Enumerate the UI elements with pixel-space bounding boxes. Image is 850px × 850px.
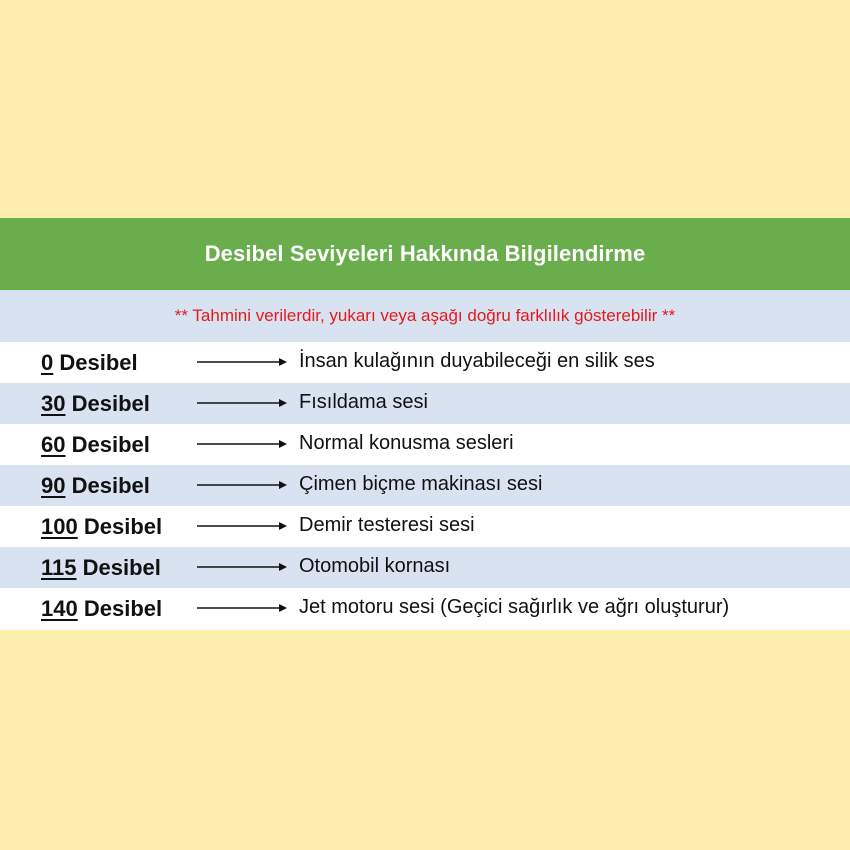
table-row (0, 465, 850, 506)
arrow-right-icon (197, 437, 287, 451)
arrow-right-icon (197, 601, 287, 615)
unit-label: Desibel (83, 514, 163, 539)
arrow-right-icon (197, 478, 287, 492)
decibel-value: 140 (41, 596, 78, 621)
disclaimer-note: ** Tahmini verilerdir, yukarı veya aşağı doğru farklılık gösterebilir ** (0, 290, 850, 342)
unit-label: Desibel (71, 473, 150, 498)
decibel-level (41, 596, 162, 622)
table-row (0, 342, 850, 383)
decibel-table (0, 342, 850, 629)
decibel-value: 90 (41, 473, 66, 498)
title-bar (0, 218, 850, 290)
decibel-description: Normal konusma sesleri (299, 432, 514, 454)
unit-label: Desibel (83, 596, 163, 621)
table-row (0, 383, 850, 424)
decibel-description: İnsan kulağının duyabileceği en silik ses (299, 350, 655, 372)
decibel-description: Otomobil kornası (299, 555, 451, 577)
decibel-value: 115 (41, 555, 77, 580)
arrow-right-icon (197, 519, 287, 533)
unit-label: Desibel (71, 432, 150, 457)
decibel-value: 60 (41, 432, 66, 457)
decibel-level (41, 350, 138, 376)
decibel-level (41, 432, 150, 458)
table-row (0, 588, 850, 629)
decibel-level (41, 514, 162, 540)
decibel-description: Çimen biçme makinası sesi (299, 473, 543, 495)
decibel-description: Jet motoru sesi (Geçici sağırlık ve ağrı oluşturur) (299, 596, 730, 618)
arrow-right-icon (197, 560, 287, 574)
decibel-info-card (0, 218, 850, 630)
page-title: Desibel Seviyeleri Hakkında Bilgilendirme (204, 241, 646, 266)
decibel-level (41, 391, 150, 417)
table-row (0, 506, 850, 547)
arrow-right-icon (197, 396, 287, 410)
table-row (0, 547, 850, 588)
unit-label: Desibel (59, 350, 138, 375)
unit-label: Desibel (71, 391, 150, 416)
decibel-level (41, 473, 150, 499)
decibel-description: Fısıldama sesi (299, 391, 428, 413)
decibel-value: 30 (41, 391, 66, 416)
decibel-value: 100 (41, 514, 78, 539)
table-row (0, 424, 850, 465)
unit-label: Desibel (82, 555, 161, 580)
decibel-description: Demir testeresi sesi (299, 514, 475, 536)
decibel-value: 0 (41, 350, 54, 375)
decibel-level (41, 555, 161, 581)
arrow-right-icon (197, 355, 287, 369)
